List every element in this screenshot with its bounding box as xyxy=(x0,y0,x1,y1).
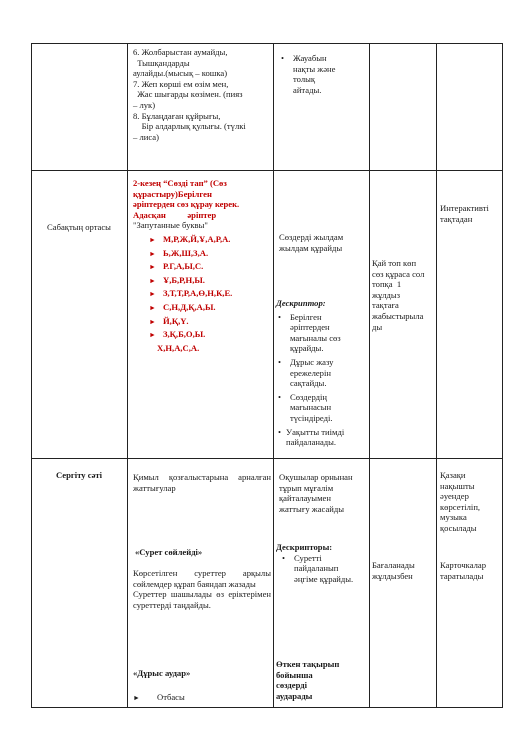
descriptor-block: Дескриптор: • Берілген әріптерден мағыналы сөз құрайды. • Дұрыс жазу ережелерін сақтайды. • Сөздердің мағынасын түсіндіреді. • Уақытты тиімді пайдаланады. xyxy=(276,298,368,448)
find-word-task: 2-кезең “Сөзді тап” (Сөз құрастыру)Берілген әріптерден сөз құрау керек. Адасқан әріптер "Запутанные буквы" ► М,Р,Ж,Й,Ұ,А,Р,А. ► Ь,Ж,Ш,З,А. ► Р.Г,А,Ы,С. ► Ұ,Б,Р,Н,Ы. ► З,Т,Т,Р,А,Ө,Н,К,Е. ► С,Н,Д,Қ,А,Ы. ► Й,Қ,Ү. ► З,Қ,Б,О,Ы. Х,Н,А,С,А. xyxy=(133,178,271,353)
descriptor-item: • Сөздердің мағынасын түсіндіреді. xyxy=(276,392,368,424)
scrambled-letters-list xyxy=(133,234,271,341)
descriptor-item: • Уақытты тиімді пайдаланады. xyxy=(276,427,368,448)
stage-middle-label: Сабақтың ортасы xyxy=(47,222,111,232)
table-border-col1 xyxy=(127,43,128,708)
stage-warmup-label: Сергіту сәті xyxy=(56,470,102,480)
letters-item: ► З,Т,Т,Р,А,Ө,Н,К,Е. xyxy=(149,288,233,299)
exercise-action: Оқушылар орнынан тұрып мұғалім қайталауымен жаттығу жасайды xyxy=(279,472,353,514)
picture-descriptor: Дескрипторы: • Суретті пайдаланып әңгіме құрайды. xyxy=(276,542,368,584)
letters-item: ► Ь,Ж,Ш,З,А. xyxy=(149,247,209,258)
arrow-bullet-icon: ► xyxy=(149,249,156,258)
table-border-col4 xyxy=(436,43,437,708)
arrow-bullet-icon: ► xyxy=(149,290,156,299)
student-action: Сөздерді жылдам жылдам құрайды xyxy=(279,232,344,253)
descriptor-item: • Суретті пайдаланып әңгіме құрайды. xyxy=(280,553,368,585)
arrow-bullet-icon: ► xyxy=(149,331,156,340)
answer-criterion: • Жауабын нақты және толық айтады. xyxy=(279,53,367,95)
translate-item: ► Отбасы xyxy=(133,692,185,702)
picture-assessment: Бағаланады жұлдызбен xyxy=(372,560,415,581)
letters-item: ► Ұ,Б,Р,Н,Ы. xyxy=(149,274,205,285)
letters-item: ► С,Н,Д,Қ,А,Ы. xyxy=(149,301,216,312)
table-border-col2 xyxy=(273,43,274,708)
table-border-right xyxy=(502,43,503,708)
table-border-top xyxy=(31,43,503,44)
picture-task-title: «Сурет сөйлейді» xyxy=(135,547,203,557)
picture-resources: Карточкалар таратылады xyxy=(440,560,486,581)
table-row-divider-2 xyxy=(31,458,503,459)
table-row-divider-1 xyxy=(31,170,503,171)
letters-item: ► М,Р,Ж,Й,Ұ,А,Р,А. xyxy=(149,233,231,244)
resources-text: Интерактивті тақтадан xyxy=(440,203,489,224)
arrow-bullet-icon: ► xyxy=(149,303,156,312)
translate-task-title: «Дұрыс аудар» xyxy=(133,668,191,678)
table-border-left xyxy=(31,43,32,708)
letters-item: ► З,Қ,Б,О,Ы. xyxy=(149,329,206,340)
table-border-col3 xyxy=(369,43,370,708)
descriptor-item: • Берілген әріптерден мағыналы сөз құрайды. xyxy=(276,312,368,354)
picture-task-text: Көрсетілген суреттер арқылы сөйлемдер құрап баяндап жазады Суреттер шашылады өз еріктерімен суреттерді таңдайды. xyxy=(133,568,271,610)
exercise-resources: Қазақи нақышты әуендер көрсетіліп, музыка қосылады xyxy=(440,470,481,533)
arrow-bullet-icon: ► xyxy=(149,263,156,272)
arrow-bullet-icon: ► xyxy=(133,694,140,702)
arrow-bullet-icon: ► xyxy=(149,235,156,244)
exercise-text: Қимыл қозғалыстарына арналған жаттығулар xyxy=(133,472,271,493)
letters-item: ► Р.Г,А,Ы,С. xyxy=(149,261,204,272)
assessment-text: Қай топ көп сөз құраса сол топқа 1 жұлдыз тақтаға жабыстырыла ды xyxy=(372,258,425,332)
letters-item: ► Й,Қ,Ү. xyxy=(149,315,189,326)
descriptor-item: • Дұрыс жазу ережелерін сақтайды. xyxy=(276,357,368,389)
arrow-bullet-icon: ► xyxy=(149,317,156,326)
table-border-bottom xyxy=(31,707,503,708)
arrow-bullet-icon: ► xyxy=(149,276,156,285)
riddles-text: 6. Жолбарыстан аумайды, Тышқандарды аулайды.(мысық – кошка) 7. Жеп көрші ем өзім мен, Жас шығарды көзімен. (пияз – лук) 8. Бұлаңдаған құйрығы, Бір алдарлық қулығы. (түлкі – лиса) xyxy=(133,47,246,142)
translate-action: Өткен тақырып бойынша сөздерді аударады xyxy=(276,659,340,701)
